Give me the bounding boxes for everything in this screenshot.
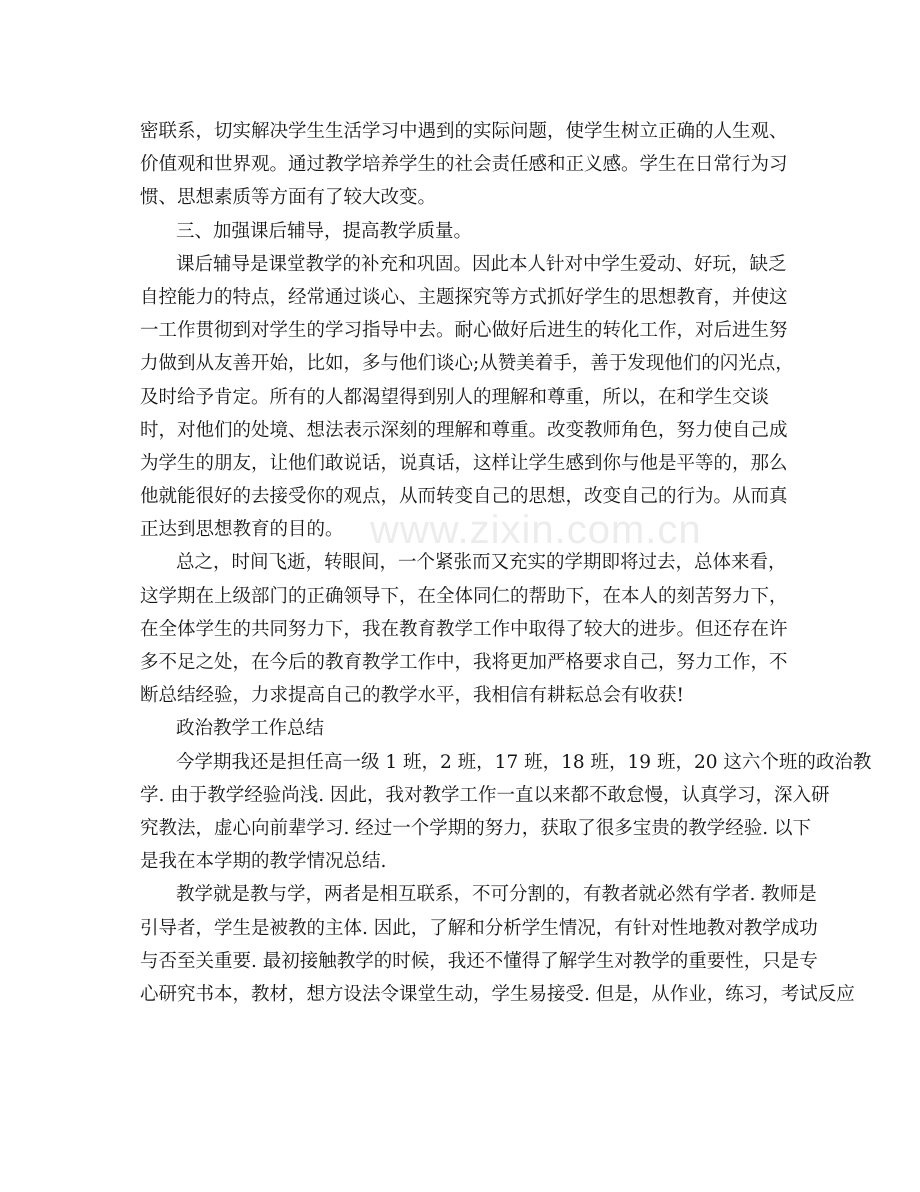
document-title: 政治教学工作总结	[176, 718, 325, 740]
text-line: 自控能力的特点，经常通过谈心、主题探究等方式抓好学生的思想教育，并使这	[140, 286, 788, 308]
text-line: 多不足之处，在今后的教育教学工作中，我将更加严格要求自己，努力工作，不	[140, 652, 788, 673]
text-line: 教学就是教与学，两者是相互联系，不可分割的，有教者就必然有学者. 教师是	[176, 884, 817, 906]
text-line: 引导者，学生是被教的主体. 因此，了解和分析学生情况，有针对性地教对教学成功	[140, 917, 818, 939]
text-line: 与否至关重要. 最初接触教学的时候，我还不懂得了解学生对教学的重要性，只是专	[140, 950, 818, 972]
text-line: 究教法，虚心向前辈学习. 经过一个学期的努力，获取了很多宝贵的教学经验. 以下	[140, 817, 812, 839]
section-heading: 三、加强课后辅导，提高教学质量。	[176, 220, 473, 242]
text-line: 课后辅导是课堂教学的补充和巩固。因此本人针对中学生爱动、好玩，缺乏	[176, 253, 787, 275]
text-line: 一工作贯彻到对学生的学习指导中去。耐心做好后进生的转化工作，对后进生努	[140, 320, 788, 342]
text-line: 价值观和世界观。通过教学培养学生的社会责任感和正义感。学生在日常行为习	[140, 154, 788, 176]
text-line: 正达到思想教育的目的。	[140, 519, 344, 541]
watermark: www.zixin.com.cn	[370, 508, 702, 552]
text-line: 断总结经验，力求提高自己的教学水平，我相信有耕耘总会有收获!	[140, 685, 684, 707]
text-line: 他就能很好的去接受你的观点，从而转变自己的思想，改变自己的行为。从而真	[140, 486, 788, 508]
text-line: 学. 由于教学经验尚浅. 因此，我对教学工作一直以来都不敢怠慢，认真学习，深入研	[140, 784, 830, 806]
text-line: 这学期在上级部门的正确领导下，在全体同仁的帮助下，在本人的刻苦努力下，	[140, 585, 788, 607]
text-line: 在全体学生的共同努力下，我在教育教学工作中取得了较大的进步。但还存在许	[140, 618, 788, 640]
text-line: 及时给予肯定。所有的人都渴望得到别人的理解和尊重，所以，在和学生交谈	[140, 386, 770, 408]
text-line: 惯、思想素质等方面有了较大改变。	[140, 187, 437, 209]
text-line: 今学期我还是担任高一级 1 班，2 班，17 班，18 班，19 班，20 这六个班的政治教	[176, 751, 872, 773]
text-line: 力做到从友善开始，比如，多与他们谈心;从赞美着手，善于发现他们的闪光点，	[140, 353, 794, 375]
text-line: 密联系，切实解决学生生活学习中遇到的实际问题，使学生树立正确的人生观、	[140, 121, 788, 142]
document-body	[140, 115, 872, 1011]
text-line: 总之，时间飞逝，转眼间，一个紧张而又充实的学期即将过去，总体来看，	[176, 552, 787, 574]
text-line: 为学生的朋友，让他们敢说话，说真话，这样让学生感到你与他是平等的，那么	[140, 452, 788, 474]
text-line: 时，对他们的处境、想法表示深刻的理解和尊重。改变教师角色，努力使自己成	[140, 419, 788, 441]
text-line: 心研究书本，教材，想方设法令课堂生动，学生易接受. 但是，从作业，练习，考试反应	[140, 983, 855, 1005]
text-line: 是我在本学期的教学情况总结.	[140, 851, 387, 873]
